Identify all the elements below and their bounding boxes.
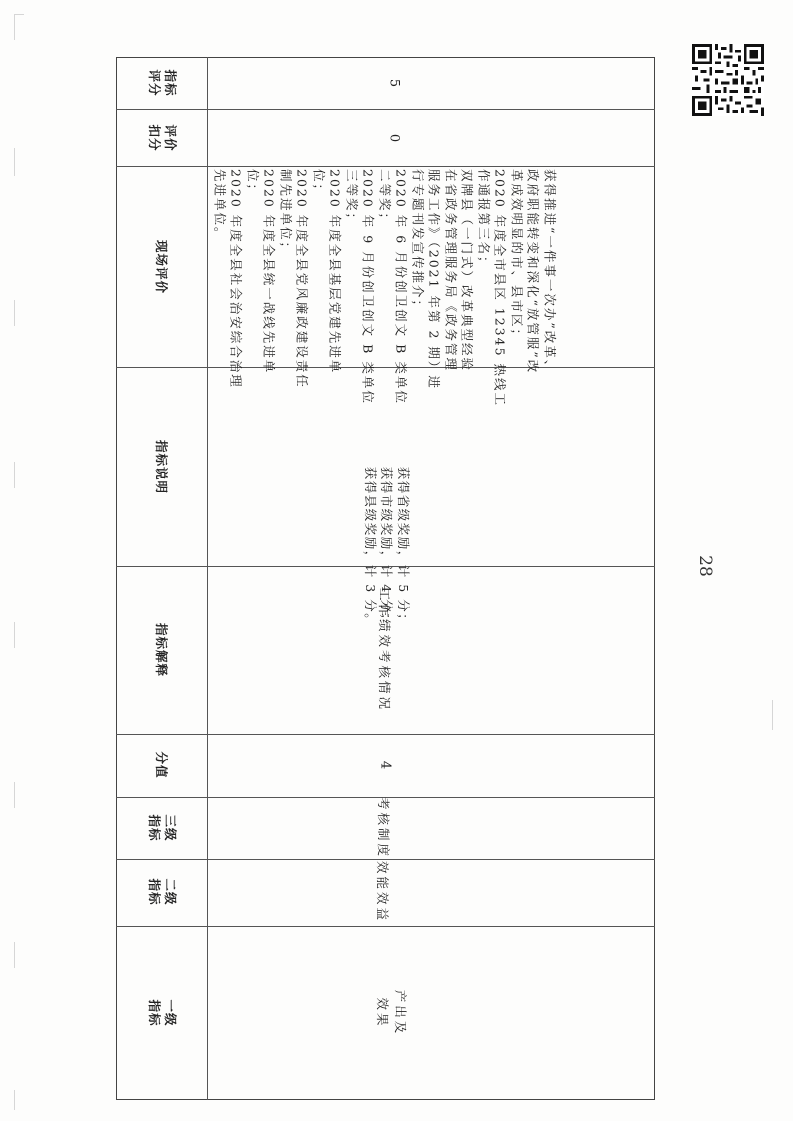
header-text: 一级 (163, 999, 178, 1027)
level1-line: 效果 (375, 997, 390, 1029)
header-text: 指标 (163, 69, 178, 97)
onsite-line: 政府职能转变和深化“放管服”改 (525, 169, 541, 375)
onsite-line: 2020 年度全县党风廉政建设责任 (294, 169, 310, 389)
column-divider (116, 367, 655, 368)
header-text: 指标 (147, 878, 162, 906)
onsite-line: 位； (311, 169, 327, 199)
scan-mark (14, 148, 15, 176)
onsite-line: 三等奖； (344, 169, 360, 228)
scan-mark (772, 700, 773, 730)
onsite-line: 2020 年度全县社会治安综合治理 (228, 169, 244, 389)
scan-mark (14, 942, 15, 968)
column-divider (116, 734, 655, 735)
header-text: 指标 (147, 814, 162, 842)
onsite-line: 作通报第三名； (476, 169, 492, 271)
desc-line: 获得省级奖励，计 5 分； (395, 466, 411, 628)
column-divider (116, 166, 655, 167)
column-divider (116, 109, 655, 110)
onsite-line: 双牌县（一门式）改革典型经验 (459, 169, 475, 373)
onsite-line: 二等奖； (377, 169, 393, 228)
desc-line: 获得县级奖励，计 3 分。 (362, 466, 378, 628)
onsite-line: 2020 年度全县统一战线先进单 (261, 169, 277, 375)
header-text: 评价 (163, 124, 178, 152)
column-divider (116, 859, 655, 860)
header-divider (207, 57, 208, 1100)
desc-line: 获得市级奖励，计 4 分； (379, 466, 395, 628)
header-text: 扣分 (147, 124, 162, 152)
onsite-line: 获得推进“一件事一次办”改革、 (542, 169, 558, 375)
onsite-line: 革成效明显的市、县市区； (509, 169, 525, 344)
onsite-line: 位； (245, 169, 261, 199)
scan-mark (14, 782, 15, 808)
onsite-line: 2020 年 9 月份创卫创文 B 类单位 (360, 169, 376, 405)
scan-mark (14, 14, 15, 40)
scan-mark (14, 1090, 15, 1110)
column-divider (116, 926, 655, 927)
onsite-line: 2020 年度全市县区 12345 热线工 (492, 169, 508, 407)
level1-line: 产出及 (393, 989, 408, 1037)
header-text: 三级 (163, 814, 178, 842)
qr-code-icon (692, 44, 764, 116)
onsite-line: 2020 年 6 月份创卫创文 B 类单位 (393, 169, 409, 405)
onsite-line: 在省政务管理服务局《政务管理 (443, 169, 459, 373)
onsite-line: 先进单位。 (212, 169, 228, 242)
header-text: 指标 (147, 999, 162, 1027)
onsite-line: 服务工作》（2021 年第 2 期）进 (426, 169, 442, 390)
onsite-line: 制先进单位； (278, 169, 294, 257)
header-text: 二级 (163, 878, 178, 906)
scan-mark (14, 300, 15, 326)
scan-mark (14, 622, 15, 648)
header-text: 评分 (147, 69, 162, 97)
scan-mark (14, 14, 24, 15)
evaluation-table: 指标 评分 评价 扣分 现场评价 指标说明 指标解释 分值 三级 指标 二级 指标 一级 指标 5 0 获得推进“一件事一次办”改革、 政府职能转变和深化“放管服”改 革成效明显的市、县市区； 2020 年度全市县区 12345 热线工 作通报第三名； 双牌县（一门式）改革典型经验 在省政务管理服务局《政务管理 服务工作》（2021 年第 2 期）进 行专题刊发宣传推介； 2020 年 6 月份创卫创文 B 类单位 二等奖； 2020 年 9 月份创卫创文 B 类单位 三等奖； 2020 年度全县基层党建先进单 位； 2020 年度全县党风廉政建设责任 制先进单位； 2020 年度全县统一战线先进单 位； 2020 年度全县社会治安综合治理 先进单位。 获得省级奖励，计 5 分； 获得市级奖励，计 4 分； 获得县级奖励，计 3 分。 工作绩效考核情况 4 考核制度 效能效益 产出及 效果 (116, 57, 655, 1100)
page-number: 28 (694, 555, 715, 577)
scan-mark (14, 462, 15, 488)
onsite-line: 行专题刊发宣传推介； (410, 169, 426, 315)
onsite-line: 2020 年度全县基层党建先进单 (327, 169, 343, 375)
onsite-lines (211, 169, 558, 407)
